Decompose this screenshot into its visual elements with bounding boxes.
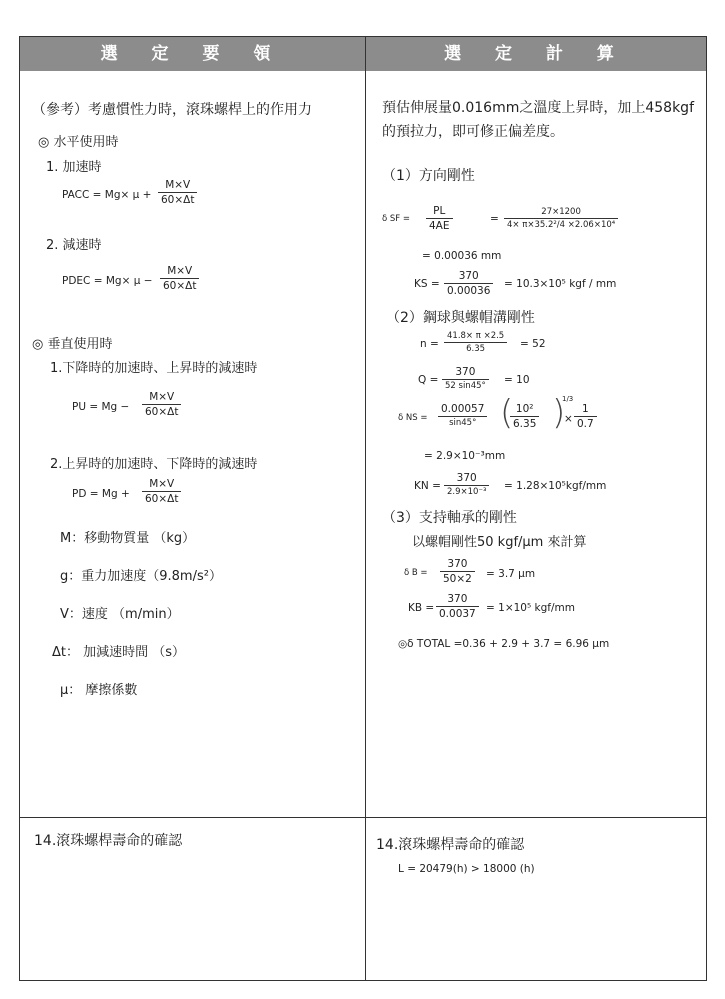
dns-right-fraction xyxy=(574,403,597,430)
right-intro-1: 預估伸展量0.016mm之溫度上昇時，加上458kgf xyxy=(382,100,694,116)
header-left: 選 定 要 領 xyxy=(20,37,365,71)
def-gravity: g：重力加速度（9.8m/s²） xyxy=(60,569,222,584)
vertical-case-2: 2.上昇時的加速時、下降時的減速時 xyxy=(50,457,258,472)
db-result: = 3.7 μm xyxy=(486,568,536,580)
dns-times: × xyxy=(564,413,573,425)
db-den: 50×2 xyxy=(443,573,472,585)
life-result: L = 20479(h) > 18000 (h) xyxy=(398,863,535,875)
right-intro-2: 的預拉力，即可修正偏差度。 xyxy=(382,124,564,140)
pdec-den: 60×Δt xyxy=(163,280,197,292)
pacc-lhs: PACC = Mg× μ + xyxy=(62,189,152,201)
pacc-den: 60×Δt xyxy=(161,194,195,206)
section-3-title: （3）支持軸承的剛性 xyxy=(382,510,517,526)
dns-num: 0.00057 xyxy=(438,403,487,417)
dns-r-num: 1 xyxy=(574,403,597,417)
decel-heading: 2. 減速時 xyxy=(46,238,102,253)
dsf-den: 4AE xyxy=(429,220,450,232)
dns-mid-den: 6.35 xyxy=(513,418,537,430)
dns-mid-fraction xyxy=(510,403,539,430)
kn-fraction xyxy=(444,472,489,497)
pu-den: 60×Δt xyxy=(145,406,179,418)
kb-lhs: KB = xyxy=(408,602,435,614)
dsf-den-2: 4× π×35.2²/4 ×2.06×10⁴ xyxy=(507,220,616,230)
dns-fraction xyxy=(438,403,487,428)
section-3-subtitle: 以螺帽剛性50 kgf/μm 來計算 xyxy=(412,535,587,550)
selection-sheet xyxy=(19,36,707,981)
ks-lhs: KS = xyxy=(414,278,440,290)
kb-num: 370 xyxy=(436,593,479,607)
pdec-fraction xyxy=(160,265,199,292)
section-2-title: （2）鋼球與螺帽溝剛性 xyxy=(386,310,535,326)
left-life-title: 14.滾珠螺桿壽命的確認 xyxy=(34,833,183,849)
db-fraction xyxy=(440,558,475,585)
dsf-result: = 0.00036 mm xyxy=(422,250,502,262)
pu-num: M×V xyxy=(142,391,181,405)
q-fraction xyxy=(442,366,489,391)
dns-left-paren: ( xyxy=(500,393,514,433)
pu-fraction xyxy=(142,391,181,418)
def-mass: M：移動物質量 （kg） xyxy=(60,531,196,546)
header-right: 選 定 計 算 xyxy=(366,37,706,71)
n-den: 6.35 xyxy=(466,344,486,354)
column-divider xyxy=(365,37,366,980)
pacc-num: M×V xyxy=(158,179,197,193)
dns-lhs: δ NS = xyxy=(398,413,428,423)
pacc-fraction xyxy=(158,179,197,206)
kn-lhs: KN = xyxy=(414,480,441,492)
pd-lhs: PD = Mg + xyxy=(72,488,130,500)
db-lhs: δ B = xyxy=(404,568,428,578)
dns-r-den: 0.7 xyxy=(577,418,594,430)
db-num: 370 xyxy=(440,558,475,572)
dsf-lhs: δ SF = xyxy=(382,214,411,224)
pd-den: 60×Δt xyxy=(145,493,179,505)
vertical-heading: ◎ 垂直使用時 xyxy=(32,337,113,352)
ks-den: 0.00036 xyxy=(447,285,491,297)
kn-den: 2.9×10⁻³ xyxy=(447,487,487,497)
section-1-title: （1）方向剛性 xyxy=(382,168,475,184)
dsf-eq: = xyxy=(490,213,499,225)
pd-fraction xyxy=(142,478,181,505)
dsf-fraction-2 xyxy=(504,207,618,230)
total-deflection: ◎δ TOTAL =0.36 + 2.9 + 3.7 = 6.96 μm xyxy=(398,638,610,650)
dsf-fraction xyxy=(426,205,453,232)
n-fraction xyxy=(444,331,507,354)
kn-num: 370 xyxy=(444,472,489,486)
accel-heading: 1. 加速時 xyxy=(46,160,102,175)
dns-right-paren: ) xyxy=(552,393,566,433)
kb-fraction xyxy=(436,593,479,620)
dsf-num-2: 27×1200 xyxy=(504,207,618,219)
n-result: = 52 xyxy=(520,338,546,350)
kb-result: = 1×10⁵ kgf/mm xyxy=(486,602,575,614)
dns-mid-num: 10² xyxy=(510,403,539,417)
n-num: 41.8× π ×2.5 xyxy=(444,331,507,343)
q-result: = 10 xyxy=(504,374,530,386)
pu-lhs: PU = Mg − xyxy=(72,401,130,413)
ks-num: 370 xyxy=(444,270,493,284)
row-divider xyxy=(20,817,706,818)
dns-den: sin45° xyxy=(449,418,477,428)
pd-num: M×V xyxy=(142,478,181,492)
horizontal-heading: ◎ 水平使用時 xyxy=(38,135,119,150)
kb-den: 0.0037 xyxy=(439,608,476,620)
ks-result: = 10.3×10⁵ kgf / mm xyxy=(504,278,617,290)
dns-result: = 2.9×10⁻³mm xyxy=(424,450,506,462)
def-mu: μ： 摩擦係數 xyxy=(60,683,138,698)
pdec-lhs: PDEC = Mg× μ − xyxy=(62,275,153,287)
dns-exponent: 1/3 xyxy=(562,395,574,403)
vertical-case-1: 1.下降時的加速時、上昇時的減速時 xyxy=(50,361,258,376)
def-velocity: V：速度 （m/min） xyxy=(60,607,180,622)
q-den: 52 sin45° xyxy=(445,381,486,391)
q-lhs: Q = xyxy=(418,374,439,386)
right-life-title: 14.滾珠螺桿壽命的確認 xyxy=(376,837,525,853)
def-delta-t: Δt： 加減速時間 （s） xyxy=(52,645,186,660)
left-intro: （參考）考慮慣性力時，滾珠螺桿上的作用力 xyxy=(32,102,312,118)
pdec-num: M×V xyxy=(160,265,199,279)
ks-fraction xyxy=(444,270,493,297)
dsf-num: PL xyxy=(426,205,453,219)
q-num: 370 xyxy=(442,366,489,380)
n-lhs: n = xyxy=(420,338,439,350)
kn-result: = 1.28×10⁵kgf/mm xyxy=(504,480,607,492)
